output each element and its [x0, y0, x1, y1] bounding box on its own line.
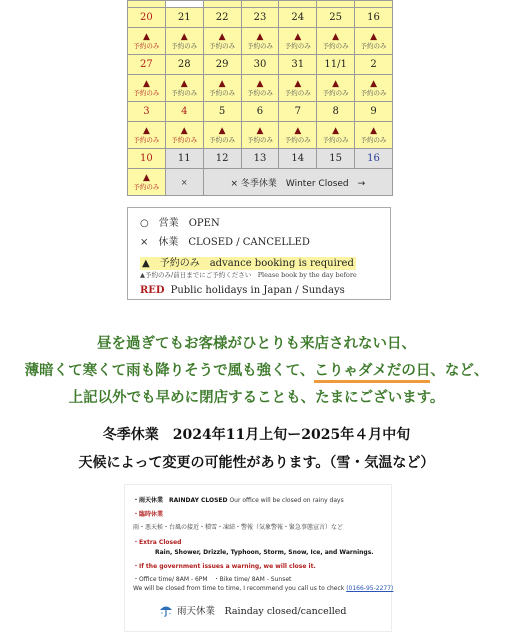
calendar-date-cell: 23: [241, 8, 279, 28]
calendar-top-row: [128, 1, 393, 8]
booking-label: 予約のみ: [322, 136, 349, 144]
card-extra-title: ・Extra Closed: [133, 539, 182, 546]
legend-booking: [140, 254, 356, 269]
calendar-date-cell: 27: [128, 55, 166, 75]
calendar-date-cell: 20: [128, 8, 166, 28]
weather-note: 天候によって変更の可能性があります。（雪・気温など）: [78, 455, 435, 471]
calendar-date-cell: 9: [355, 102, 393, 122]
booking-triangle-icon: ▲: [332, 32, 340, 42]
booking-triangle-icon: ▲: [142, 126, 150, 136]
booking-triangle-icon: ▲: [256, 126, 264, 136]
card-rainy: [133, 495, 344, 504]
calendar-status-cell: [355, 75, 393, 102]
calendar-status-row: [128, 28, 393, 55]
calendar-status-row: [128, 75, 393, 102]
booking-label: 予約のみ: [171, 136, 198, 144]
legend-box: [127, 207, 391, 300]
calendar-status-cell: [165, 122, 203, 149]
calendar-date-cell: 30: [241, 55, 279, 75]
calendar-date-cell: 13: [241, 149, 279, 169]
card-gov: ・If the government issues a warning, we will close it.: [133, 563, 316, 570]
card-temp-title: ・臨時休業: [133, 511, 164, 518]
rainday-card: [124, 484, 392, 632]
message-line-2: [0, 359, 513, 380]
calendar-date-cell: 11/1: [317, 55, 355, 75]
calendar-status-cell: [128, 169, 166, 196]
calendar-table: [127, 0, 393, 196]
calendar-status-cell: [128, 122, 166, 149]
legend-booking-text: ▲ 予約のみ advance booking is required: [142, 258, 354, 269]
card-hours: ・Office time/ 8AM - 6PM ・Bike time/ 8AM - Sunset: [133, 576, 292, 583]
calendar-status-cell: [241, 122, 279, 149]
booking-label: 予約のみ: [360, 89, 387, 97]
calendar-date-cell: 2: [355, 55, 393, 75]
booking-label: 予約のみ: [360, 42, 387, 50]
booking-triangle-icon: ▲: [294, 126, 302, 136]
booking-triangle-icon: ▲: [370, 126, 377, 136]
calendar-date-cell: 29: [203, 55, 241, 75]
calendar-status-row: [128, 169, 393, 196]
calendar-status-cell: [203, 75, 241, 102]
calendar-date-row: [128, 149, 393, 169]
card-check-text: We will be closed from time to time, I recommend you call us to check: [133, 585, 345, 592]
booking-label: 予約のみ: [246, 136, 273, 144]
message-line-3: 上記以外でも早めに閉店することも、たまにございます。: [68, 389, 445, 406]
booking-triangle-icon: ▲: [370, 79, 377, 89]
calendar-status-cell: [241, 75, 279, 102]
booking-label: 予約のみ: [171, 89, 198, 97]
calendar-status-cell: [203, 122, 241, 149]
legend-red: [140, 285, 345, 296]
closed-mark: ×: [165, 169, 203, 196]
booking-triangle-icon: ▲: [180, 126, 188, 136]
umbrella-icon: [159, 603, 173, 617]
winter-period: 冬季休業 2024年11月上旬ー2025年４月中旬: [102, 427, 411, 443]
card-check: [133, 585, 393, 592]
card-footer-text: 雨天休業 Rainday closed/cancelled: [177, 606, 347, 617]
calendar-date-row: [128, 8, 393, 28]
booking-triangle-icon: ▲: [218, 126, 226, 136]
booking-triangle-icon: ▲: [370, 32, 377, 42]
calendar-date-cell: 16: [355, 149, 393, 169]
calendar-date-cell: 12: [203, 149, 241, 169]
calendar-date-cell: 25: [317, 8, 355, 28]
calendar-status-cell: [241, 28, 279, 55]
calendar-date-row: [128, 102, 393, 122]
calendar-status-cell: [165, 75, 203, 102]
calendar-date-cell: 3: [128, 102, 166, 122]
calendar-date-cell: 15: [317, 149, 355, 169]
calendar-date-cell: 10: [128, 149, 166, 169]
calendar-date-cell: 7: [279, 102, 317, 122]
calendar-status-row: [128, 122, 393, 149]
calendar-date-cell: 6: [241, 102, 279, 122]
calendar-date-cell: 31: [279, 55, 317, 75]
calendar-date-cell: 22: [203, 8, 241, 28]
message-line-2-after: 、など、: [430, 362, 489, 379]
booking-label: 予約のみ: [133, 89, 160, 97]
booking-triangle-icon: ▲: [294, 79, 302, 89]
booking-triangle-icon: ▲: [332, 126, 340, 136]
legend-closed: × 休業 CLOSED / CANCELLED: [140, 237, 310, 248]
calendar-date-cell: 4: [165, 102, 203, 122]
calendar-status-cell: [128, 28, 166, 55]
card-temp-desc: 雨・悪天候・台風の接近・積雪・凍結・警報（気象警報・緊急事態宣言）など: [133, 524, 344, 531]
message-line-1: 昼を過ぎてもお客様がひとりも来店されない日、: [97, 335, 416, 352]
booking-label: 予約のみ: [133, 42, 160, 50]
message-line-2-before: 薄暗くて寒くて雨も降りそうで風も強くて、: [24, 362, 315, 379]
booking-triangle-icon: ▲: [332, 79, 340, 89]
calendar-status-cell: [279, 75, 317, 102]
booking-label: 予約のみ: [246, 89, 273, 97]
calendar-date-cell: 24: [279, 8, 317, 28]
card-footer: [159, 603, 347, 617]
calendar-status-cell: [279, 122, 317, 149]
calendar-date-cell: 11: [165, 149, 203, 169]
booking-label: 予約のみ: [171, 42, 198, 50]
booking-label: 予約のみ: [322, 89, 349, 97]
booking-triangle-icon: ▲: [180, 79, 188, 89]
calendar-date-row: [128, 55, 393, 75]
booking-triangle-icon: ▲: [180, 32, 188, 42]
calendar-status-cell: [317, 28, 355, 55]
calendar-date-cell: 5: [203, 102, 241, 122]
calendar-body: [128, 1, 393, 196]
legend-open: ○ 営業 OPEN: [140, 218, 220, 229]
booking-triangle-icon: ▲: [142, 173, 150, 183]
winter-closed-label: × 冬季休業 Winter Closed →: [203, 169, 392, 196]
legend-red-label: RED: [140, 285, 165, 296]
booking-label: 予約のみ: [284, 42, 311, 50]
booking-triangle-icon: ▲: [256, 79, 264, 89]
calendar-status-cell: [128, 75, 166, 102]
booking-label: 予約のみ: [322, 42, 349, 50]
calendar-date-cell: 16: [355, 8, 393, 28]
booking-label: 予約のみ: [284, 89, 311, 97]
calendar-status-cell: [317, 122, 355, 149]
booking-triangle-icon: ▲: [256, 32, 264, 42]
booking-label: 予約のみ: [246, 42, 273, 50]
calendar-status-cell: [165, 28, 203, 55]
calendar-date-cell: 14: [279, 149, 317, 169]
legend-red-text: Public holidays in Japan / Sundays: [170, 285, 345, 296]
booking-triangle-icon: ▲: [142, 32, 150, 42]
booking-triangle-icon: ▲: [218, 32, 226, 42]
booking-label: 予約のみ: [133, 183, 160, 191]
booking-triangle-icon: ▲: [218, 79, 226, 89]
calendar-status-cell: [355, 122, 393, 149]
booking-label: 予約のみ: [133, 136, 160, 144]
calendar-date-cell: 21: [165, 8, 203, 28]
calendar-status-cell: [317, 75, 355, 102]
booking-label: 予約のみ: [209, 42, 236, 50]
calendar-date-cell: 28: [165, 55, 203, 75]
booking-label: 予約のみ: [284, 136, 311, 144]
card-rainy-title: ・雨天休業 RAINDAY CLOSED: [133, 497, 228, 504]
message-underlined: こりゃダメだの日: [314, 362, 430, 383]
calendar-status-cell: [203, 28, 241, 55]
calendar-date-cell: 8: [317, 102, 355, 122]
calendar-status-cell: [355, 28, 393, 55]
booking-label: 予約のみ: [209, 89, 236, 97]
card-rainy-desc: Our office will be closed on rainy days: [229, 497, 344, 504]
phone-link[interactable]: (0166-95-2277): [346, 585, 394, 592]
calendar-status-cell: [279, 28, 317, 55]
booking-label: 予約のみ: [360, 136, 387, 144]
legend-booking-note: ▲予約のみ/前日までにご予約ください Please book by the day before: [140, 271, 357, 279]
card-extra-desc: Rain, Shower, Drizzle, Typhoon, Storm, Snow, Ice, and Warnings.: [155, 549, 374, 556]
booking-label: 予約のみ: [209, 136, 236, 144]
booking-triangle-icon: ▲: [294, 32, 302, 42]
booking-triangle-icon: ▲: [142, 79, 150, 89]
